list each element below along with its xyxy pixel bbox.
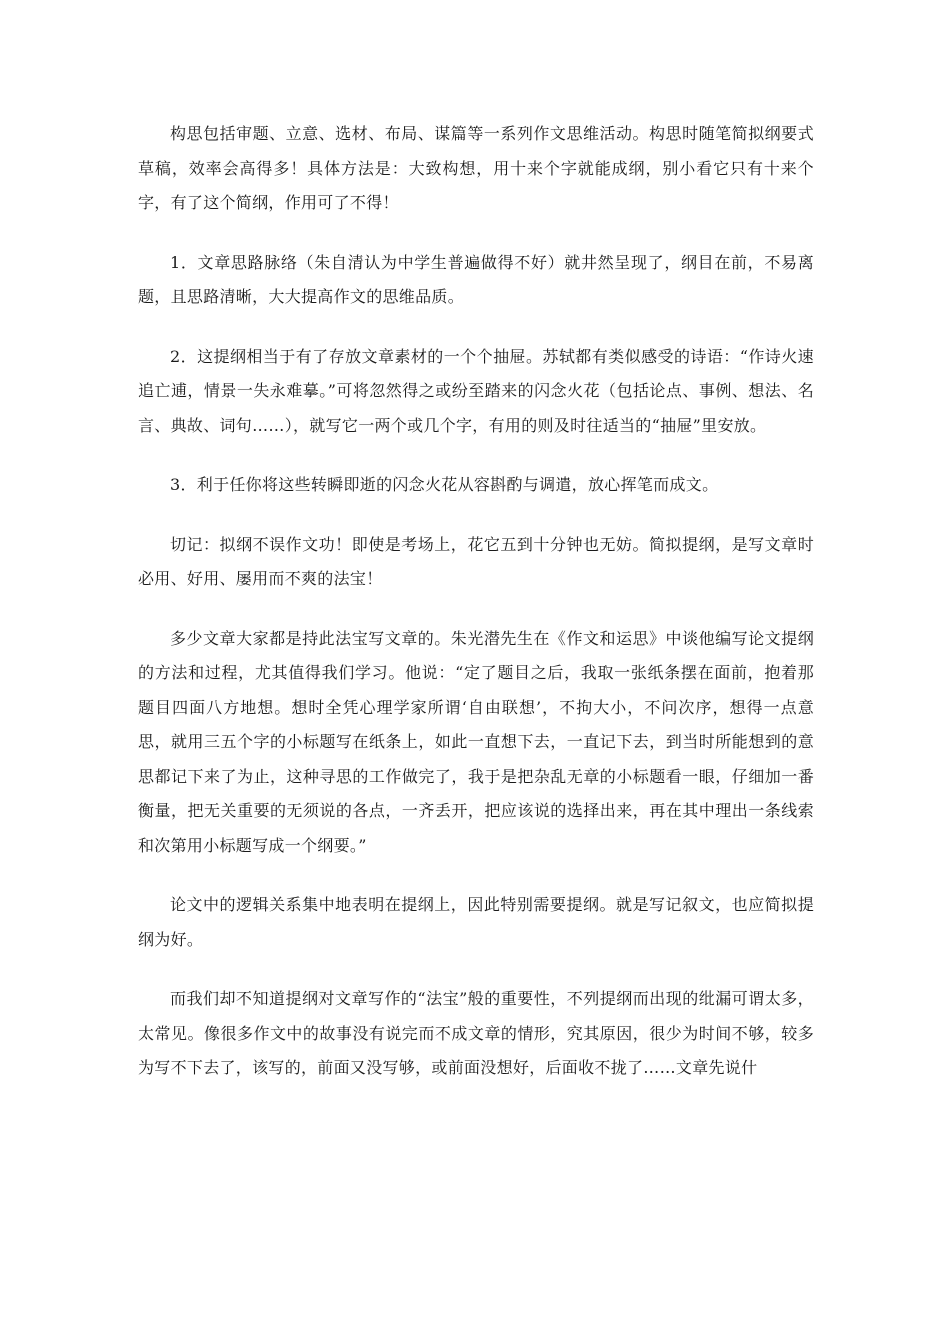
document-body	[138, 117, 814, 1111]
paragraph-point-1: 1．文章思路脉络（朱自清认为中学生普遍做得不好）就井然呈现了，纲目在前，不易离题，且思路清晰，大大提高作文的思维品质。	[138, 252, 814, 306]
paragraph-reminder: 切记：拟纲不误作文功！即使是考场上，花它五到十分钟也无妨。简拟提纲，是写文章时必用、好用、屡用而不爽的法宝！	[138, 534, 814, 588]
paragraph-point-2: 2．这提纲相当于有了存放文章素材的一个个抽屉。苏轼都有类似感受的诗语：“作诗火速追亡逋，情景一失永难摹。”可将忽然得之或纷至踏来的闪念火花（包括论点、事例、想法、名言、典故、词句……），就写它一两个或几个字，有用的则及时往适当的“抽屉”里安放。	[138, 346, 814, 435]
paragraph-intro: 构思包括审题、立意、选材、布局、谋篇等一系列作文思维活动。构思时随笔简拟纲要式草稿，效率会高得多！具体方法是：大致构想，用十来个字就能成纲，别小看它只有十来个字，有了这个简纲，作用可了不得！	[138, 124, 814, 212]
paragraph-point-3: 3．利于任你将这些转瞬即逝的闪念火花从容斟酌与调遣，放心挥笔而成文。	[170, 475, 719, 494]
paragraph-conclusion: 而我们却不知道提纲对文章写作的“法宝”般的重要性，不列提纲而出现的纰漏可谓太多，太常见。像很多作文中的故事没有说完而不成文章的情形，究其原因，很少为时间不够，较多为写不下去了，该写的，前面又没写够，或前面没想好，后面收不拢了……文章先说什	[138, 989, 814, 1077]
paragraph-logic: 论文中的逻辑关系集中地表明在提纲上，因此特别需要提纲。就是写记叙文，也应简拟提纲为好。	[138, 895, 814, 949]
paragraph-quote: 多少文章大家都是持此法宝写文章的。朱光潜先生在《作文和运思》中谈他编写论文提纲的方法和过程，尤其值得我们学习。他说：“定了题目之后，我取一张纸条摆在面前，抱着那题目四面八方地想。想时全凭心理学家所谓‘自由联想’，不拘大小，不问次序，想得一点意思，就用三五个字的小标题写在纸条上，如此一直想下去，一直记下去，到当时所能想到的意思都记下来了为止，这种寻思的工作做完了，我于是把杂乱无章的小标题看一眼，仔细加一番衡量，把无关重要的无须说的各点，一齐丢开，把应该说的选择出来，再在其中理出一条线索和次第用小标题写成一个纲要。”	[138, 628, 814, 855]
